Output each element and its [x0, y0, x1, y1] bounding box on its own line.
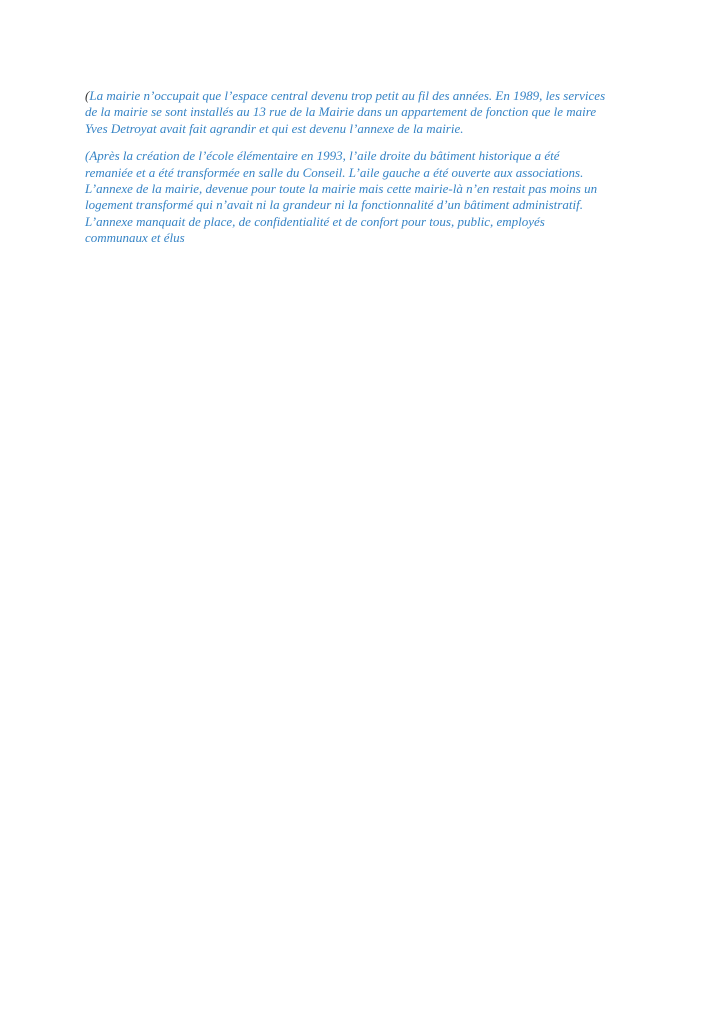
text-line-content: La mairie n’occupait que l’espace central devenu trop petit au fil des années. En 1989, les services — [89, 88, 606, 103]
text-line: communaux et élus — [85, 230, 185, 246]
opening-parenthesis: ( — [85, 88, 90, 103]
text-line: L’annexe de la mairie, devenue pour toute la mairie mais cette mairie-là n’en restait pas moins un — [85, 181, 598, 197]
paragraph-2 — [85, 148, 660, 246]
text-line: (Après la création de l’école élémentaire en 1993, l’aile droite du bâtiment historique a été — [85, 148, 560, 164]
text-line: logement transformé qui n’avait ni la grandeur ni la fonctionnalité d’un bâtiment administratif. — [85, 197, 583, 213]
document-body — [85, 88, 660, 258]
text-line: Yves Detroyat avait fait agrandir et qui est devenu l’annexe de la mairie. — [85, 120, 464, 136]
text-line: de la mairie se sont installés au 13 rue de la Mairie dans un appartement de fonction que le maire — [85, 104, 597, 120]
text-line: L’annexe manquait de place, de confidentialité et de confort pour tous, public, employés — [85, 213, 545, 229]
text-line: remaniée et a été transformée en salle du Conseil. L’aile gauche a été ouverte aux associations. — [85, 164, 584, 180]
text-line — [85, 88, 660, 104]
paragraph-1 — [85, 88, 660, 137]
